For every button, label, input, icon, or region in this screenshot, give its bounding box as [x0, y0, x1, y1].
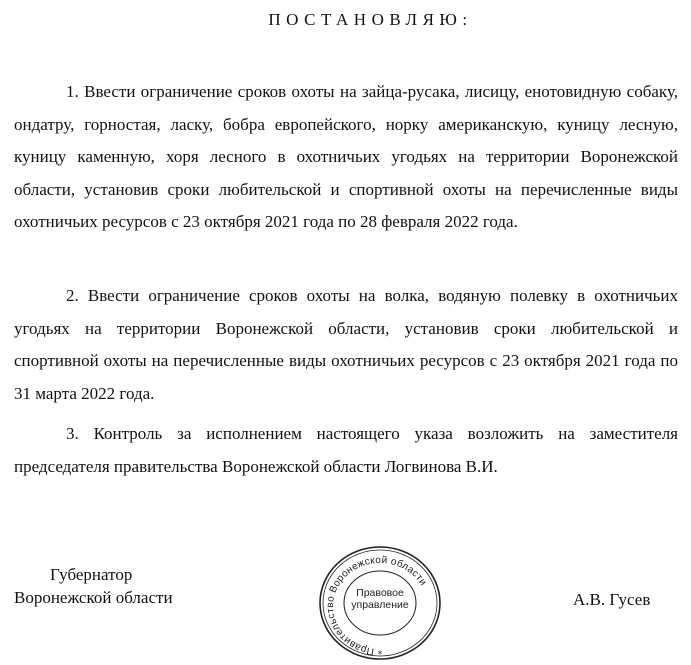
seal-center-line-2: управление — [351, 599, 409, 611]
seal-star: * — [377, 650, 383, 660]
signer-name: А.В. Гусев — [573, 590, 651, 609]
official-seal — [316, 544, 444, 662]
seal-center-text — [316, 587, 444, 611]
clause-3: 3. Контроль за исполнением настоящего указа возложить на заместителя председателя правительства Воронежской области Логвинова В.И. — [14, 424, 678, 476]
clause-2: 2. Ввести ограничение сроков охоты на волка, водяную полевку в охотничьих угодьях на территории Воронежской области, установив сроки любительской и спортивной охоты на перечисленные виды охотничьих ресурсов с 23 октября 2021 года по 31 марта 2022 года. — [14, 286, 678, 403]
signer-title — [14, 563, 173, 609]
signer-title-line-2: Воронежской области — [14, 588, 173, 607]
clause-1: 1. Ввести ограничение сроков охоты на зайца-русака, лисицу, енотовидную собаку, ондатру, горностая, ласку, бобра европейского, норку американскую, куницу лесную, куницу каменную, хоря лесного в охотничьих угодьях на территории Воронежской области, установив сроки любительской и спортивной охоты на перечисленные виды охотничьих ресурсов с 23 октября 2021 года по 28 февраля 2022 года. — [14, 82, 678, 231]
resolution-heading: ПОСТАНОВЛЯЮ: — [268, 10, 473, 29]
seal-center-line-1: Правовое — [356, 587, 404, 599]
signer-title-line-1: Губернатор — [50, 565, 133, 584]
seal-ring-text: Правительство Воронежской области — [324, 554, 429, 657]
